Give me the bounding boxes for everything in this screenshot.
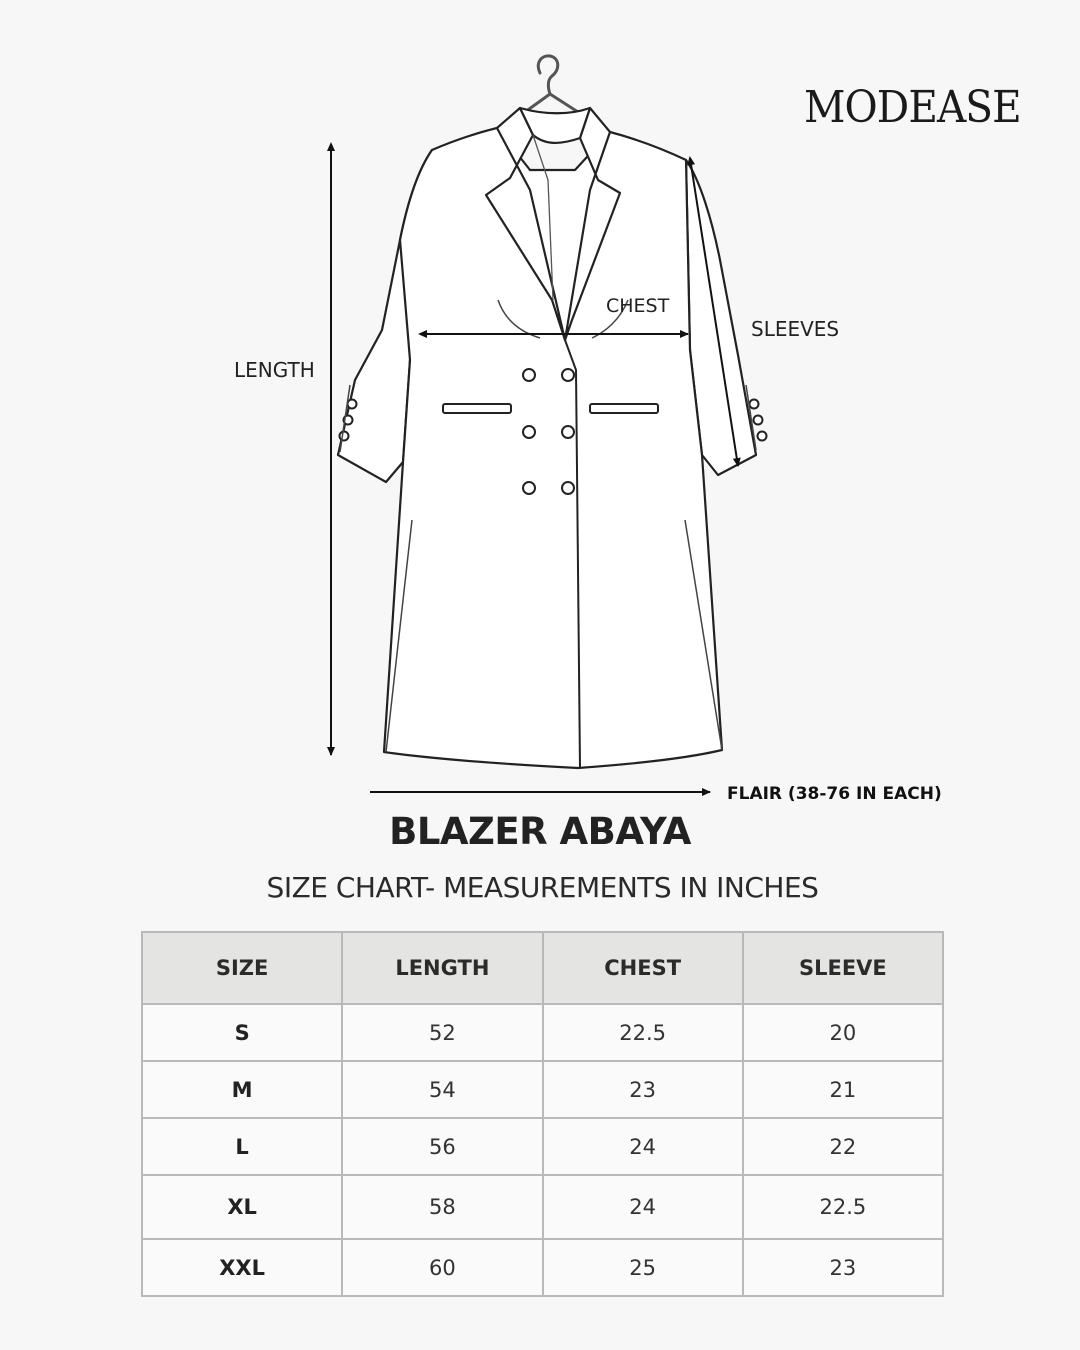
chest-cell: 22.5 bbox=[543, 1004, 743, 1061]
length-cell: 52 bbox=[342, 1004, 542, 1061]
sleeve-cell: 23 bbox=[743, 1239, 943, 1296]
size-cell: S bbox=[142, 1004, 342, 1061]
header-size: SIZE bbox=[142, 932, 342, 1004]
header-chest: CHEST bbox=[543, 932, 743, 1004]
chest-cell: 25 bbox=[543, 1239, 743, 1296]
chart-subtitle: SIZE CHART- MEASUREMENTS IN INCHES bbox=[266, 871, 819, 904]
header-length: LENGTH bbox=[342, 932, 542, 1004]
table-header-row bbox=[142, 932, 943, 1004]
table-row bbox=[142, 1118, 943, 1175]
brand-logo: MODEASE bbox=[804, 82, 1021, 133]
length-cell: 60 bbox=[342, 1239, 542, 1296]
length-label: LENGTH bbox=[234, 358, 315, 382]
table-row bbox=[142, 1239, 943, 1296]
sleeves-label: SLEEVES bbox=[751, 317, 840, 341]
size-cell: XXL bbox=[142, 1239, 342, 1296]
chest-label: CHEST bbox=[606, 295, 670, 317]
sleeve-cell: 21 bbox=[743, 1061, 943, 1118]
chest-cell: 24 bbox=[543, 1118, 743, 1175]
size-table bbox=[141, 931, 944, 1297]
length-cell: 56 bbox=[342, 1118, 542, 1175]
size-cell: L bbox=[142, 1118, 342, 1175]
table-row bbox=[142, 1061, 943, 1118]
sleeve-cell: 22 bbox=[743, 1118, 943, 1175]
sleeve-cell: 22.5 bbox=[743, 1175, 943, 1239]
length-cell: 54 bbox=[342, 1061, 542, 1118]
chest-cell: 24 bbox=[543, 1175, 743, 1239]
table-row bbox=[142, 1175, 943, 1239]
coat-outline bbox=[338, 128, 756, 768]
length-cell: 58 bbox=[342, 1175, 542, 1239]
flair-label: FLAIR (38-76 IN EACH) bbox=[727, 784, 942, 804]
chest-cell: 23 bbox=[543, 1061, 743, 1118]
size-cell: M bbox=[142, 1061, 342, 1118]
header-sleeve: SLEEVE bbox=[743, 932, 943, 1004]
product-title: BLAZER ABAYA bbox=[389, 810, 691, 853]
hanger-icon bbox=[525, 56, 578, 112]
sleeve-cell: 20 bbox=[743, 1004, 943, 1061]
size-cell: XL bbox=[142, 1175, 342, 1239]
table-row bbox=[142, 1004, 943, 1061]
